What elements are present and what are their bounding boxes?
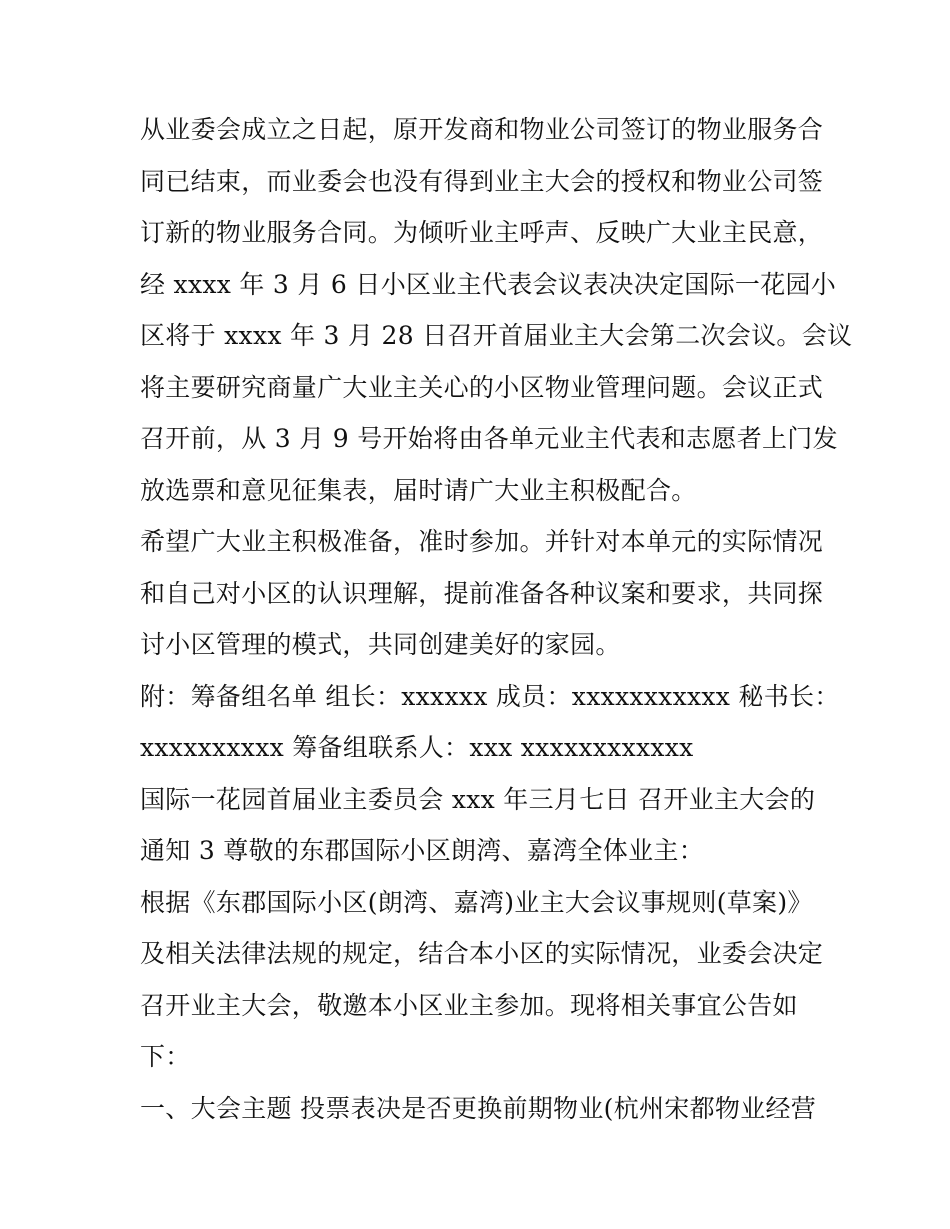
text-line: xxxxxxxxxx 筹备组联系人：xxx xxxxxxxxxxxx — [140, 733, 694, 762]
text-line: 及相关法律法规的规定，结合本小区的实际情况，业委会决定 — [140, 939, 824, 968]
text-line: 下： — [140, 1042, 191, 1071]
text-line: 放选票和意见征集表，届时请广大业主积极配合。 — [140, 475, 697, 505]
text-line: 召开业主大会，敬邀本小区业主参加。现将相关事宜公告如 — [140, 990, 798, 1020]
text-line: 希望广大业主积极准备，准时参加。并针对本单元的实际情况 — [140, 527, 824, 556]
text-line: 订新的物业服务合同。为倾听业主呼声、反映广大业主民意， — [140, 218, 824, 247]
document-body — [140, 104, 853, 1134]
text-line: 经 xxxx 年 3 月 6 日小区业主代表会议表决决定国际一花园小 — [140, 269, 837, 299]
text-line: 附：筹备组名单 组长：xxxxxx 成员：xxxxxxxxxxx 秘书长： — [140, 681, 840, 711]
text-line: 讨小区管理的模式，共同创建美好的家园。 — [140, 630, 621, 659]
text-line: 和自己对小区的认识理解，提前准备各种议案和要求，共同探 — [140, 578, 824, 608]
text-line: 通知 3 尊敬的东郡国际小区朗湾、嘉湾全体业主： — [140, 836, 705, 865]
text-line: 召开前，从 3 月 9 号开始将由各单元业主代表和志愿者上门发 — [140, 424, 838, 453]
text-line: 区将于 xxxx 年 3 月 28 日召开首届业主大会第二次会议。会议 — [140, 321, 853, 350]
text-line: 根据《东郡国际小区(朗湾、嘉湾)业主大会议事规则(草案)》 — [140, 887, 813, 917]
text-line: 将主要研究商量广大业主关心的小区物业管理问题。会议正式 — [140, 372, 824, 402]
text-line: 国际一花园首届业主委员会 xxx 年三月七日 召开业主大会的 — [140, 784, 816, 814]
text-line: 一、大会主题 投票表决是否更换前期物业(杭州宋都物业经营 — [140, 1093, 817, 1123]
text-line: 从业委会成立之日起，原开发商和物业公司签订的物业服务合 — [140, 115, 824, 144]
text-line: 同已结束，而业委会也没有得到业主大会的授权和物业公司签 — [140, 166, 824, 196]
